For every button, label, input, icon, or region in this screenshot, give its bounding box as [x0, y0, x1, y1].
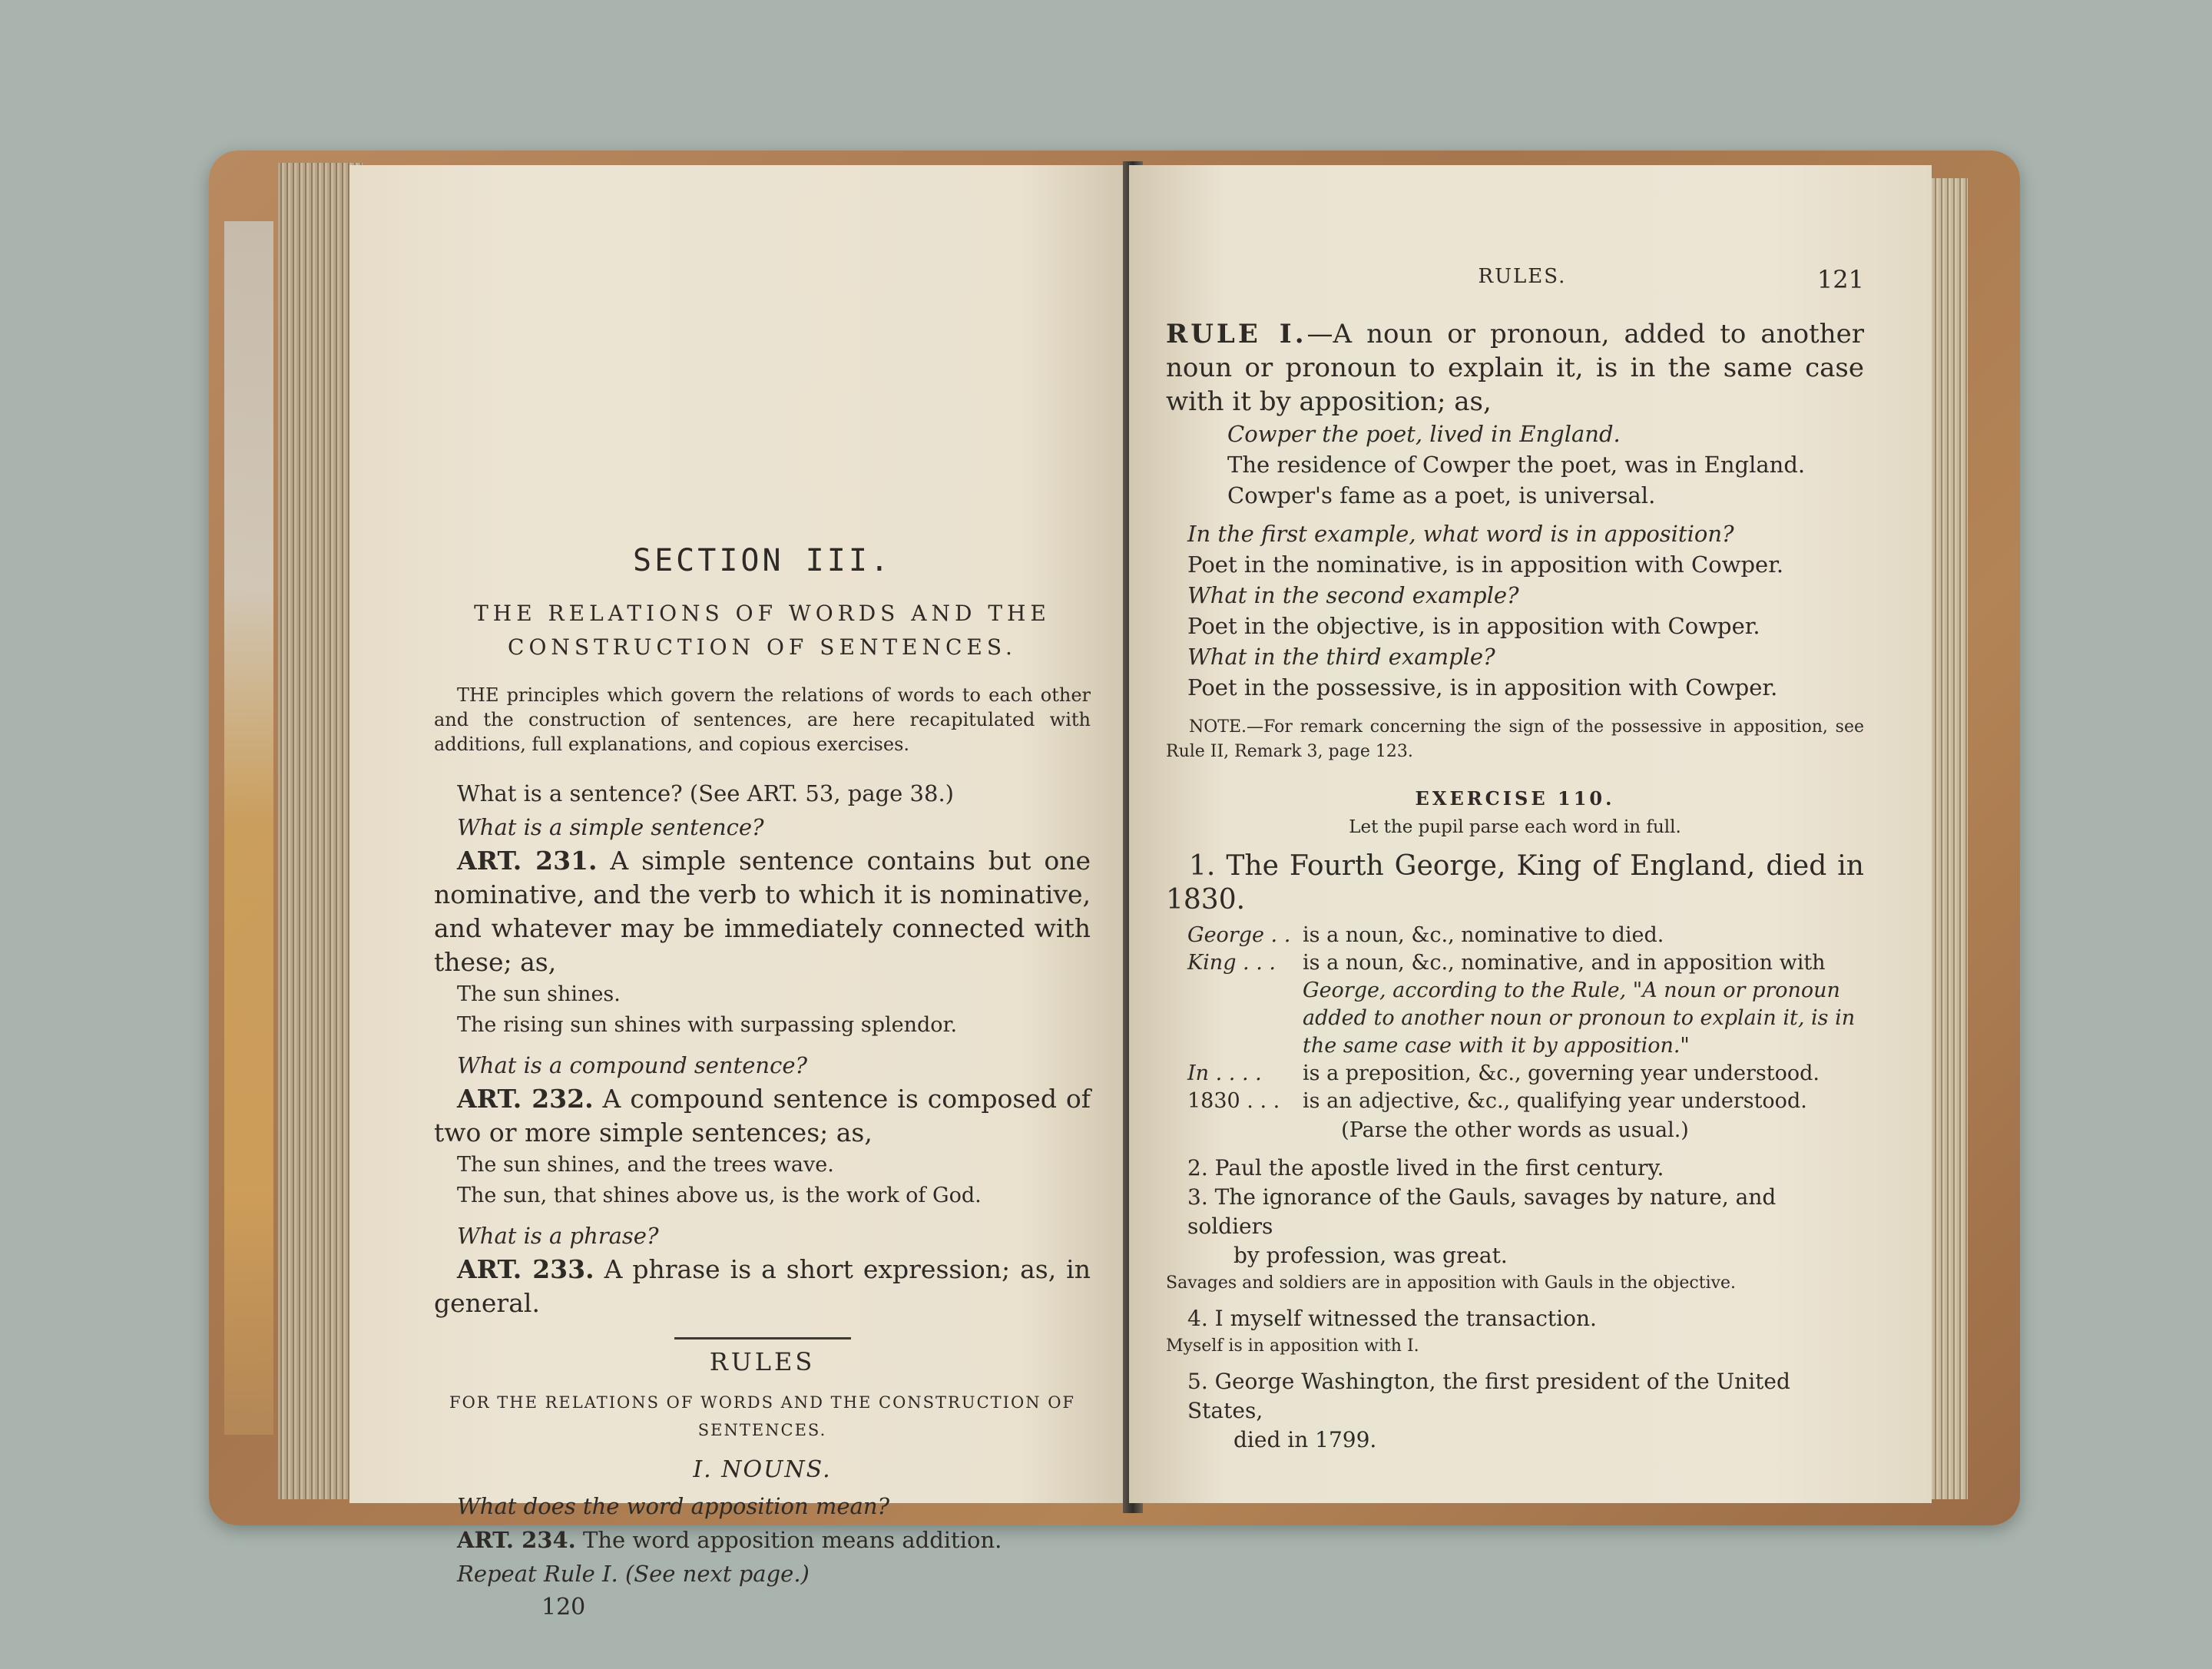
question-compound-sentence: What is a compound sentence? — [457, 1052, 808, 1078]
exercise-item-5: 5. George Washington, the first president of the United States, died in 1799. — [1187, 1369, 1790, 1452]
article-232: ART. 232. A compound sentence is composed of two or more simple sentences; as, — [434, 1084, 1091, 1147]
item-3-note: Savages and soldiers are in apposition with Gauls in the objective. — [1166, 1273, 1737, 1293]
article-233: ART. 233. A phrase is a short expression; as, in general. — [434, 1254, 1091, 1318]
right-page — [1129, 165, 1932, 1503]
question-line: In the first example, what word is in apposition? — [1187, 521, 1734, 547]
worn-cover-spine — [224, 221, 273, 1435]
example-line: Cowper the poet, lived in England. — [1227, 421, 1621, 447]
running-head: RULES. — [1478, 265, 1567, 288]
answer-line: Poet in the possessive, is in apposition with Cowper. — [1187, 674, 1778, 700]
left-page — [349, 165, 1137, 1621]
exercise-item-1: 1. The Fourth George, King of England, died in 1830. — [1166, 850, 1864, 916]
answer-line: Poet in the objective, is in apposition with Cowper. — [1187, 613, 1760, 639]
rule-1: RULE I.—A noun or pronoun, added to another noun or pronoun to explain it, is in the same case with it by apposition; as, — [1166, 319, 1864, 417]
section-subtitle: THE RELATIONS OF WORDS AND THE CONSTRUCTION OF SENTENCES. — [474, 601, 1051, 660]
item-4-note: Myself is in apposition with I. — [1166, 1336, 1419, 1356]
exercise-item-2: 2. Paul the apostle lived in the first century. — [1187, 1155, 1664, 1181]
rules-heading: RULES — [709, 1347, 816, 1376]
nouns-heading: I. NOUNS. — [693, 1456, 832, 1483]
article-231: ART. 231. A simple sentence contains but one nominative, and the verb to which it is nominative, and whatever may be immediately connected with these; as, — [434, 846, 1091, 977]
page-number-left: 120 — [541, 1594, 586, 1621]
intro-paragraph: THE principles which govern the relations of words to each other and the construction of sentences, are here recapitulated with additions, full explanations, and copious exercises. — [434, 684, 1091, 755]
exercise-instructions: Let the pupil parse each word in full. — [1349, 817, 1681, 837]
exercise-item-3: 3. The ignorance of the Gauls, savages by nature, and soldiers by profession, was great. Savages and soldiers are in apposition with Gauls in the objective. — [1187, 1183, 1864, 1296]
page-number-right: 121 — [1816, 265, 1864, 294]
exercise-item-4: 4. I myself witnessed the transaction. Myself is in apposition with I. — [1187, 1304, 1864, 1359]
parse-row: King . . . is a noun, &c., nominative, and in apposition with George, according to the Rule, "A noun or pronoun added to another noun or pronoun to explain it, is in the same case with it by apposition." — [1187, 951, 1856, 1058]
parse-table — [1166, 922, 1864, 1115]
parse-other-note: (Parse the other words as usual.) — [1341, 1118, 1689, 1142]
example-line: The sun, that shines above us, is the work of God. — [457, 1184, 982, 1207]
article-234: ART. 234. The word apposition means addition. — [457, 1527, 1002, 1553]
example-line: Cowper's fame as a poet, is universal. — [1227, 482, 1656, 508]
answer-line: Poet in the nominative, is in apposition with Cowper. — [1187, 551, 1784, 578]
parse-row: George . . is a noun, &c., nominative to died. — [1187, 923, 1664, 947]
note-paragraph: NOTE.—For remark concerning the sign of the possessive in apposition, see Rule II, Remark 3, page 123. — [1166, 717, 1864, 761]
rules-subheading: FOR THE RELATIONS OF WORDS AND THE CONSTRUCTION OF SENTENCES. — [449, 1393, 1075, 1439]
divider — [674, 1337, 851, 1340]
section-title: SECTION III. — [633, 543, 892, 578]
question-apposition: What does the word apposition mean? — [457, 1493, 890, 1519]
question-phrase: What is a phrase? — [457, 1223, 659, 1249]
running-header — [1166, 265, 1864, 294]
question-line: What in the second example? — [1187, 582, 1519, 608]
question-line: What in the third example? — [1187, 644, 1495, 670]
question-simple-sentence: What is a simple sentence? — [457, 814, 764, 840]
parse-row: 1830 . . . is an adjective, &c., qualifying year understood. — [1187, 1089, 1807, 1113]
example-line: The sun shines. — [457, 982, 621, 1006]
example-line: The residence of Cowper the poet, was in England. — [1227, 452, 1806, 478]
exercise-title: EXERCISE 110. — [1415, 787, 1615, 810]
question-sentence: What is a sentence? (See ART. 53, page 38.) — [457, 780, 954, 806]
parse-row: In . . . . is a preposition, &c., governing year understood. — [1187, 1061, 1820, 1085]
example-line: The rising sun shines with surpassing splendor. — [457, 1013, 958, 1037]
example-line: The sun shines, and the trees wave. — [457, 1153, 834, 1177]
repeat-rule-line: Repeat Rule I. (See next page.) — [457, 1561, 810, 1587]
